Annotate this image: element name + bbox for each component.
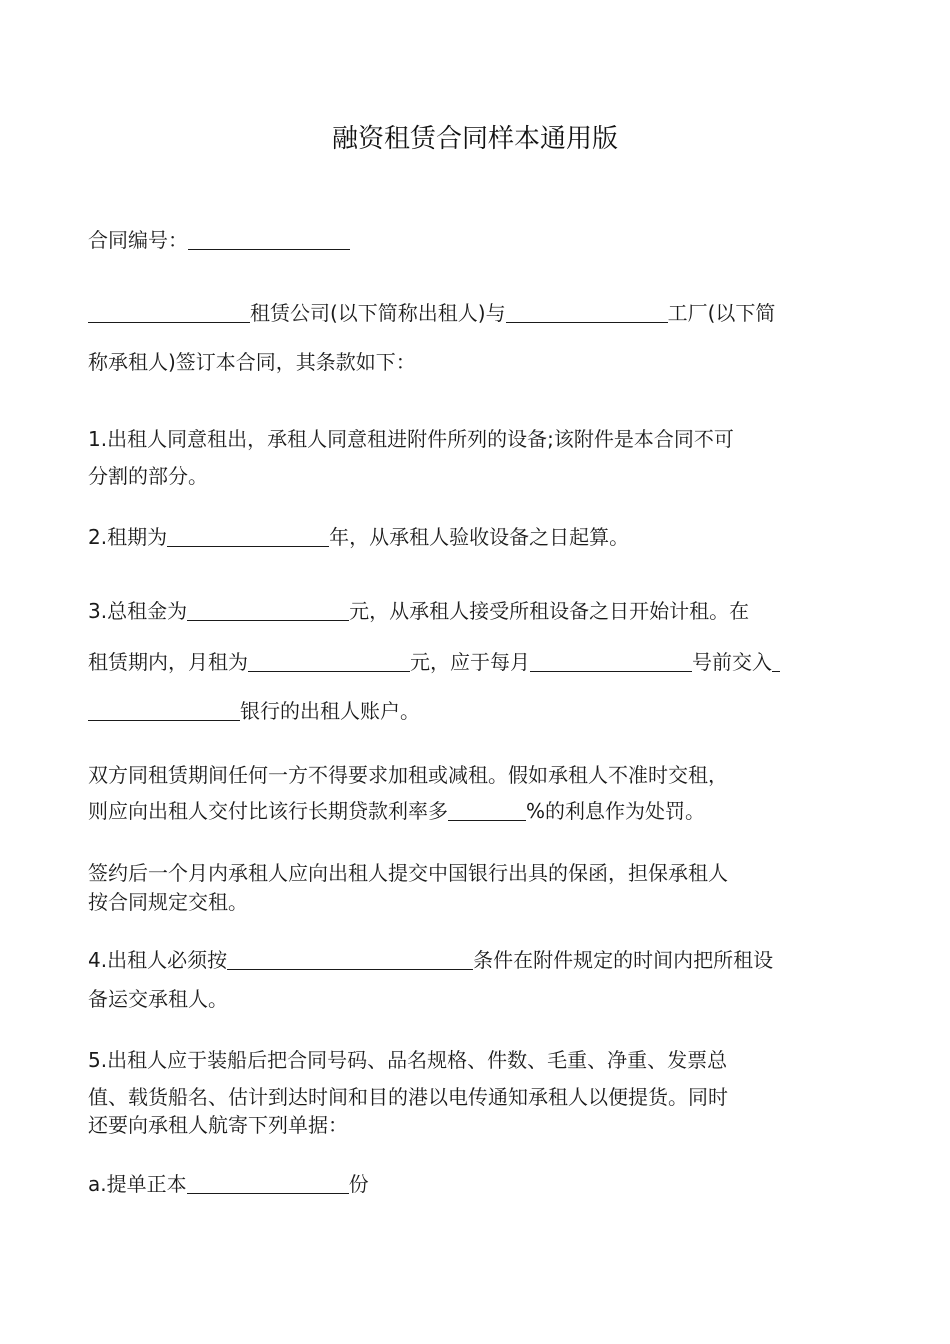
clause-4-text: 4.出租人必须按 — [88, 948, 228, 972]
item-a-text: a.提单正本 — [88, 1172, 187, 1196]
contract-number-label: 合同编号： — [88, 228, 188, 252]
bank-blank-start[interactable] — [772, 651, 780, 672]
clause-1-line-2: 分割的部分。 — [88, 464, 208, 488]
clause-2-line — [88, 521, 864, 550]
guarantee-paragraph-line-2: 按合同规定交租。 — [88, 890, 248, 914]
intro-line-1 — [88, 297, 864, 326]
rent-paragraph-line-2 — [88, 795, 864, 824]
clause-3-line-3 — [88, 695, 864, 724]
monthly-rent-blank[interactable] — [248, 651, 410, 672]
contract-number-blank[interactable] — [188, 229, 350, 250]
clause-5-line-1: 5.出租人应于装船后把合同号码、品名规格、件数、毛重、净重、发票总 — [88, 1048, 728, 1072]
rent-paragraph-text: %的利息作为处罚。 — [526, 799, 706, 823]
intro-text: 租赁公司(以下简称出租人)与 — [250, 301, 506, 325]
payment-day-blank[interactable] — [530, 651, 692, 672]
rent-paragraph-line-1: 双方同租赁期间任何一方不得要求加租或减租。假如承租人不准时交租， — [88, 763, 728, 787]
clause-4-line-2: 备运交承租人。 — [88, 987, 228, 1011]
clause-3-line-1 — [88, 595, 864, 624]
clause-3-text: 银行的出租人账户。 — [240, 699, 420, 723]
clause-3-text: 3.总租金为 — [88, 599, 188, 623]
bank-name-blank[interactable] — [88, 700, 240, 721]
clause-3-text: 元，应于每月 — [410, 650, 530, 674]
clause-3-line-2 — [88, 646, 864, 675]
delivery-terms-blank[interactable] — [227, 949, 473, 970]
clause-3-text: 号前交入 — [692, 650, 772, 674]
lessor-company-blank[interactable] — [88, 302, 250, 323]
guarantee-paragraph-line-1: 签约后一个月内承租人应向出租人提交中国银行出具的保函，担保承租人 — [88, 861, 728, 885]
rent-paragraph-text: 则应向出租人交付比该行长期贷款利率多 — [88, 799, 448, 823]
clause-2-text: 年，从承租人验收设备之日起算。 — [329, 525, 630, 549]
intro-line-2: 称承租人)签订本合同，其条款如下： — [88, 350, 416, 374]
clause-5-line-3: 还要向承租人航寄下列单据： — [88, 1113, 348, 1137]
intro-text: 工厂(以下简 — [667, 301, 776, 325]
clause-3-text: 租赁期内，月租为 — [88, 650, 248, 674]
bill-of-lading-copies-blank[interactable] — [187, 1173, 349, 1194]
total-rent-blank[interactable] — [187, 600, 349, 621]
clause-4-text: 条件在附件规定的时间内把所租设 — [473, 948, 774, 972]
clause-4-line-1 — [88, 944, 864, 973]
item-a-text: 份 — [348, 1172, 369, 1196]
clause-3-text: 元，从承租人接受所租设备之日开始计租。在 — [349, 599, 750, 623]
item-a-line — [88, 1168, 864, 1197]
clause-2-text: 2.租期为 — [88, 525, 168, 549]
document-title: 融资租赁合同样本通用版 — [331, 124, 618, 154]
lessee-factory-blank[interactable] — [506, 302, 668, 323]
interest-rate-blank[interactable] — [448, 800, 526, 821]
clause-5-line-2: 值、载货船名、估计到达时间和目的港以电传通知承租人以便提货。同时 — [88, 1085, 728, 1109]
lease-term-blank[interactable] — [167, 526, 329, 547]
contract-number-line — [88, 224, 864, 253]
clause-1-line-1: 1.出租人同意租出，承租人同意租进附件所列的设备;该附件是本合同不可 — [88, 427, 734, 451]
